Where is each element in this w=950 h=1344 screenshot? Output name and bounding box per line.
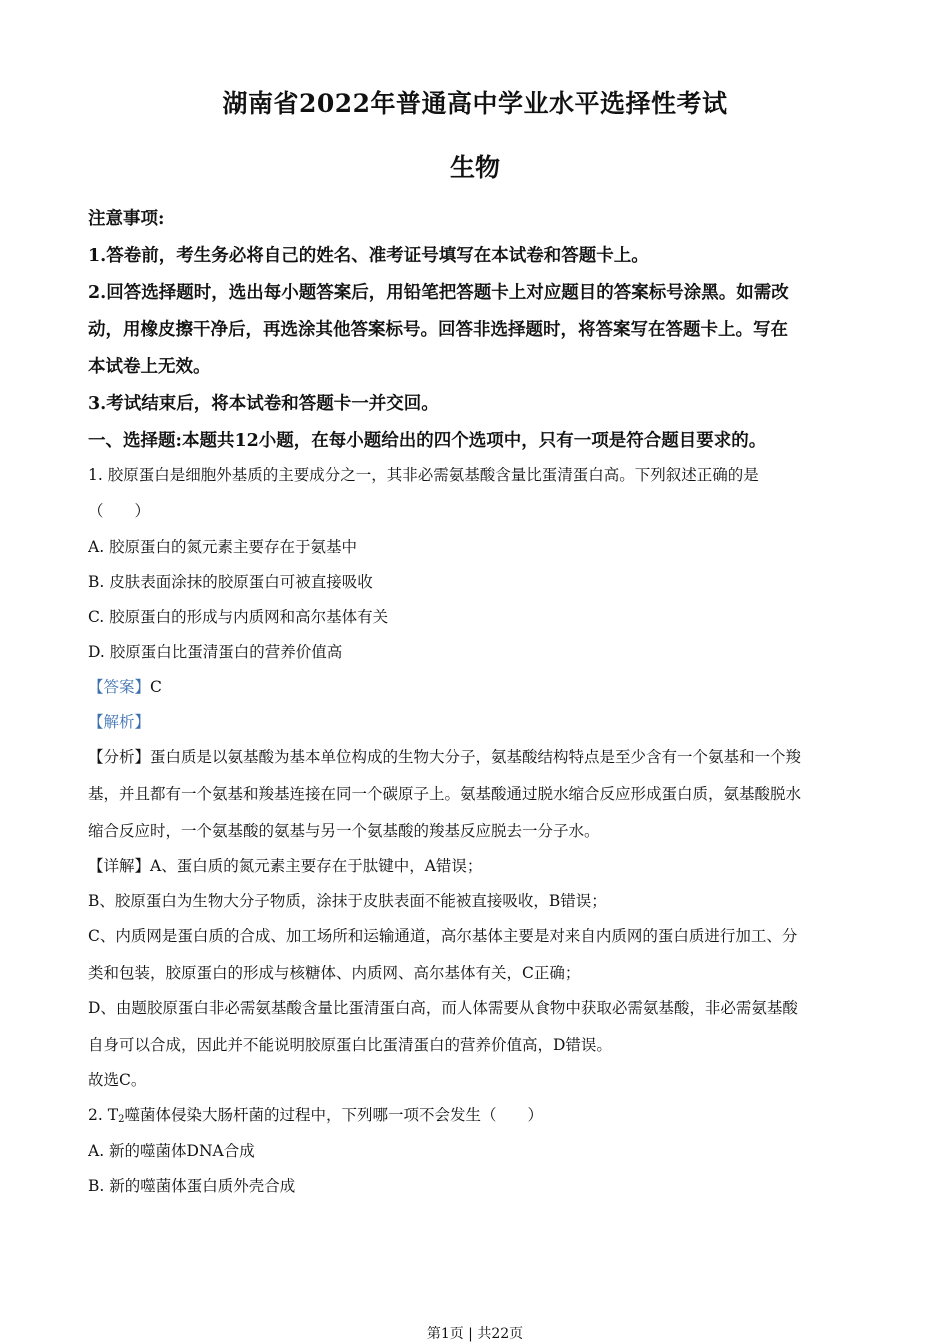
q1-detail-line-3: C、内质网是蛋白质的合成、加工场所和运输通道，高尔基体主要是对来自内质网的蛋白质进行加工、分 [88, 927, 798, 945]
q1-detail-line-1: 【详解】A、蛋白质的氮元素主要存在于肽键中，A错误； [88, 857, 483, 875]
q2-stem [88, 1103, 863, 1125]
notice-item-2-line-3: 本试卷上无效。 [88, 357, 211, 377]
q1-detail-line-6: 自身可以合成，因此并不能说明胶原蛋白比蛋清蛋白的营养价值高，D错误。 [88, 1036, 612, 1054]
q1-detail-line-4: 类和包装，胶原蛋白的形成与核糖体、内质网、高尔基体有关，C正确； [88, 964, 581, 982]
q2-option-a: A. 新的噬菌体DNA合成 [88, 1142, 255, 1160]
subject-title: 生物 [449, 153, 500, 182]
q2-stem-body: 噬菌体侵染大肠杆菌的过程中，下列哪一项不会发生（ ） [124, 1106, 543, 1124]
exam-title: 湖南省2022年普通高中学业水平选择性考试 [222, 89, 728, 118]
q1-analysis-line-2: 基，并且都有一个氨基和羧基连接在同一个碳原子上。氨基酸通过脱水缩合反应形成蛋白质，氨基酸脱水 [88, 785, 802, 803]
analysis-tag: 【解析】 [88, 713, 151, 731]
notice-item-2-line-1: 2.回答选择题时，选出每小题答案后，用铅笔把答题卡上对应题目的答案标号涂黑。如需改 [88, 283, 789, 303]
q2-stem-subscript: 2 [118, 1114, 125, 1125]
page-footer: 第1页 | 共22页 [426, 1326, 524, 1342]
q2-option-b: B. 新的噬菌体蛋白质外壳合成 [88, 1177, 296, 1195]
q1-stem-line-1: 1. 胶原蛋白是细胞外基质的主要成分之一，其非必需氨基酸含量比蛋清蛋白高。下列叙述正确的是 [88, 466, 759, 484]
answer-tag: 【答案】 [88, 678, 151, 696]
q2-stem-prefix: 2. T [88, 1106, 119, 1124]
q1-option-b: B. 皮肤表面涂抹的胶原蛋白可被直接吸收 [88, 573, 373, 591]
notice-item-2-line-2: 动，用橡皮擦干净后，再选涂其他答案标号。回答非选择题时，将答案写在答题卡上。写在 [88, 320, 788, 340]
q1-stem-line-2: （ ） [88, 502, 151, 520]
q1-analysis-line-3: 缩合反应时，一个氨基酸的氨基与另一个氨基酸的羧基反应脱去一分子水。 [88, 822, 600, 840]
q1-option-c: C. 胶原蛋白的形成与内质网和高尔基体有关 [88, 608, 389, 626]
q1-option-a: A. 胶原蛋白的氮元素主要存在于氨基中 [88, 538, 358, 556]
q1-detail-line-2: B、胶原蛋白为生物大分子物质，涂抹于皮肤表面不能被直接吸收，B错误； [88, 892, 607, 910]
q1-answer [88, 675, 863, 697]
q1-analysis-line-1: 【分析】蛋白质是以氨基酸为基本单位构成的生物大分子，氨基酸结构特点是至少含有一个氨基和一个羧 [88, 748, 802, 766]
section-heading: 一、选择题:本题共12小题，在每小题给出的四个选项中，只有一项是符合题目要求的。 [88, 431, 767, 451]
notice-item-3: 3.考试结束后，将本试卷和答题卡一并交回。 [88, 394, 439, 414]
q1-conclusion: 故选C。 [88, 1071, 147, 1089]
q1-option-d: D. 胶原蛋白比蛋清蛋白的营养价值高 [88, 643, 343, 661]
q1-detail-line-5: D、由题胶原蛋白非必需氨基酸含量比蛋清蛋白高，而人体需要从食物中获取必需氨基酸，非必需氨基酸 [88, 999, 798, 1017]
notice-item-1: 1.答卷前，考生务必将自己的姓名、准考证号填写在本试卷和答题卡上。 [88, 246, 649, 266]
notice-heading: 注意事项: [88, 209, 165, 229]
answer-value: C [150, 678, 162, 696]
